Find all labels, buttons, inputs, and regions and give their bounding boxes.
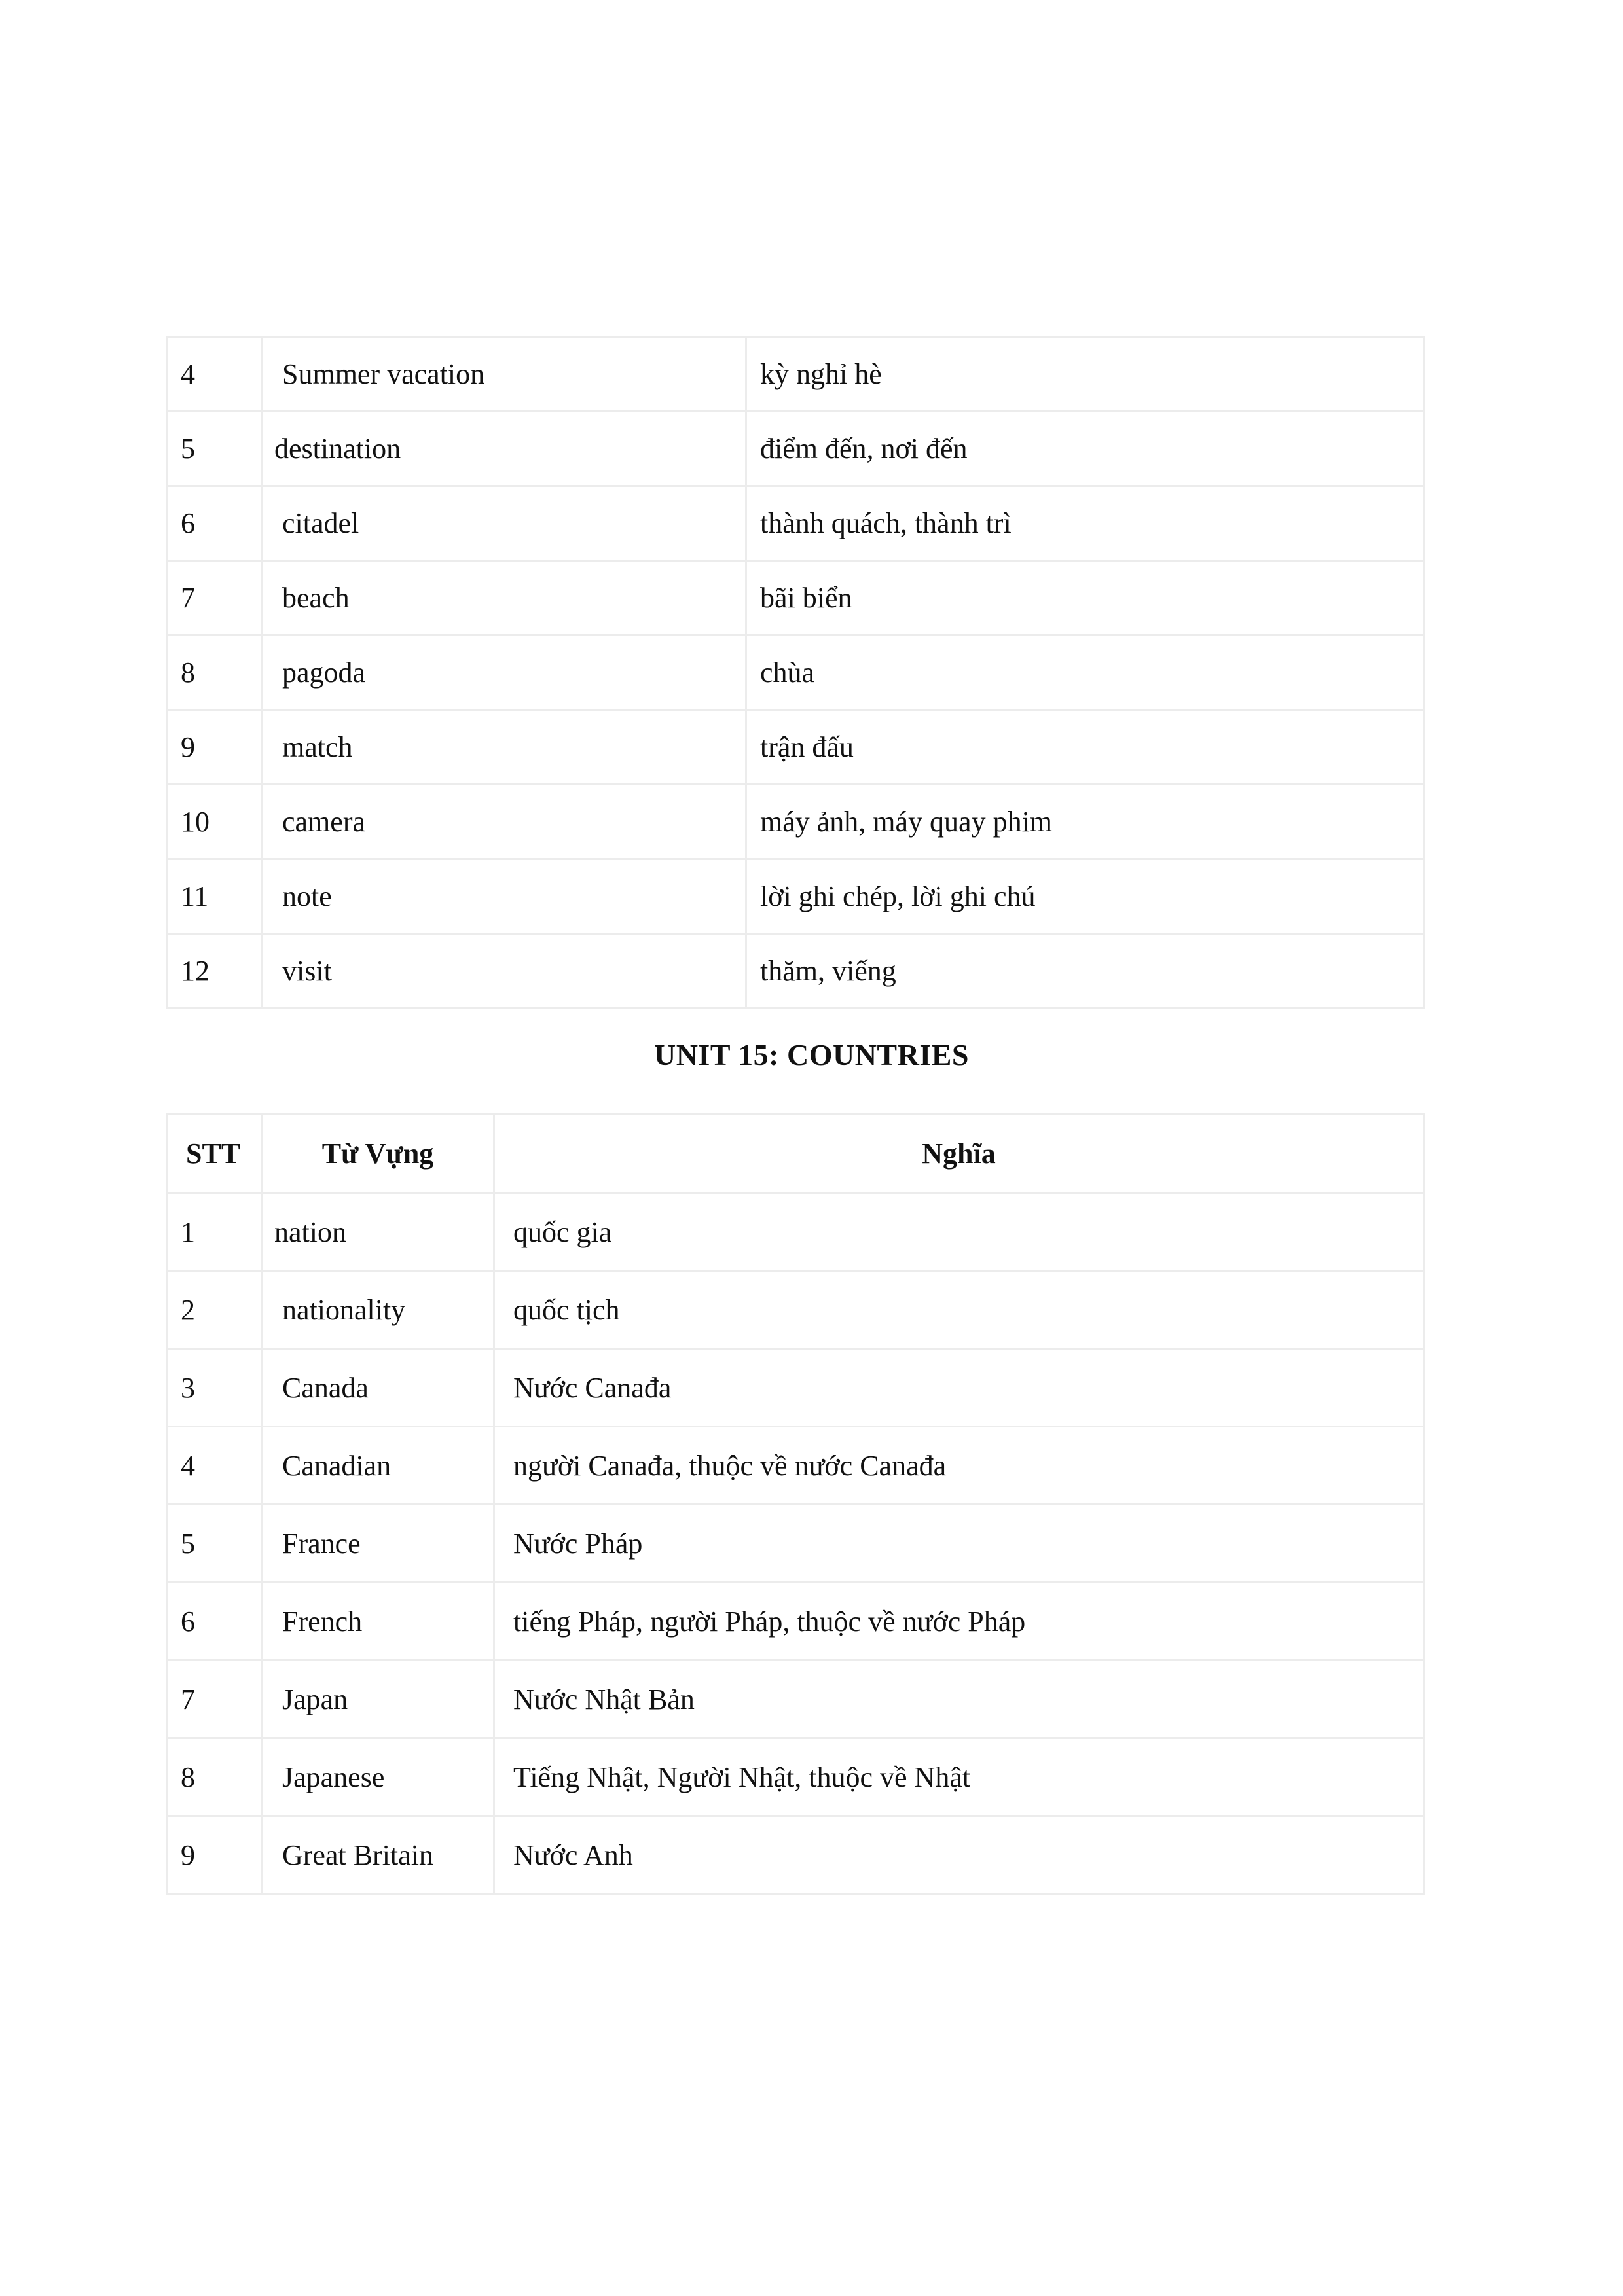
- vocab-word: note: [262, 859, 746, 934]
- vocab-word: Canadian: [262, 1427, 494, 1505]
- row-number: 5: [167, 412, 262, 486]
- vocab-word: visit: [262, 934, 746, 1009]
- row-number: 8: [167, 1738, 262, 1816]
- table-header-row: [167, 1114, 1424, 1193]
- vocab-word: citadel: [262, 486, 746, 561]
- vocab-word: France: [262, 1505, 494, 1583]
- vocab-word: Great Britain: [262, 1816, 494, 1894]
- row-number: 7: [167, 561, 262, 636]
- row-number: 8: [167, 636, 262, 710]
- row-number: 10: [167, 785, 262, 859]
- vocab-meaning: quốc tịch: [494, 1271, 1424, 1349]
- table-row: [167, 785, 1424, 859]
- row-number: 2: [167, 1271, 262, 1349]
- vocab-meaning: quốc gia: [494, 1193, 1424, 1271]
- vocab-meaning: người Canađa, thuộc về nước Canađa: [494, 1427, 1424, 1505]
- vocab-word: Japan: [262, 1660, 494, 1738]
- row-number: 3: [167, 1349, 262, 1427]
- row-number: 4: [167, 337, 262, 412]
- table-row: [167, 1738, 1424, 1816]
- vocabulary-table-countries: [166, 1113, 1425, 1895]
- vocab-meaning: Nước Anh: [494, 1816, 1424, 1894]
- row-number: 4: [167, 1427, 262, 1505]
- table-row: [167, 1816, 1424, 1894]
- vocab-meaning: Nước Pháp: [494, 1505, 1424, 1583]
- table-row: [167, 1427, 1424, 1505]
- row-number: 9: [167, 710, 262, 785]
- vocab-meaning: điểm đến, nơi đến: [746, 412, 1424, 486]
- vocab-meaning: bãi biển: [746, 561, 1424, 636]
- vocab-meaning: Nước Canađa: [494, 1349, 1424, 1427]
- row-number: 1: [167, 1193, 262, 1271]
- vocab-meaning: kỳ nghỉ hè: [746, 337, 1424, 412]
- table-row: [167, 1660, 1424, 1738]
- table-row: [167, 1349, 1424, 1427]
- row-number: 6: [167, 1583, 262, 1660]
- row-number: 11: [167, 859, 262, 934]
- table-row: [167, 486, 1424, 561]
- vocab-word: destination: [262, 412, 746, 486]
- table-row: [167, 1505, 1424, 1583]
- column-header-word: Từ Vựng: [262, 1114, 494, 1193]
- vocab-word: Summer vacation: [262, 337, 746, 412]
- vocab-word: beach: [262, 561, 746, 636]
- vocab-word: nationality: [262, 1271, 494, 1349]
- row-number: 6: [167, 486, 262, 561]
- row-number: 7: [167, 1660, 262, 1738]
- table-row: [167, 1271, 1424, 1349]
- vocab-word: camera: [262, 785, 746, 859]
- table-row: [167, 337, 1424, 412]
- column-header-meaning: Nghĩa: [494, 1114, 1424, 1193]
- vocab-meaning: Tiếng Nhật, Người Nhật, thuộc về Nhật: [494, 1738, 1424, 1816]
- vocab-meaning: thăm, viếng: [746, 934, 1424, 1009]
- vocab-meaning: trận đấu: [746, 710, 1424, 785]
- vocab-meaning: chùa: [746, 636, 1424, 710]
- row-number: 12: [167, 934, 262, 1009]
- vocab-meaning: thành quách, thành trì: [746, 486, 1424, 561]
- vocab-word: Canada: [262, 1349, 494, 1427]
- table-row: [167, 636, 1424, 710]
- vocab-word: nation: [262, 1193, 494, 1271]
- vocab-word: pagoda: [262, 636, 746, 710]
- row-number: 9: [167, 1816, 262, 1894]
- unit-heading: UNIT 15: COUNTRIES: [653, 1038, 970, 1071]
- table-row: [167, 1583, 1424, 1660]
- vocab-word: match: [262, 710, 746, 785]
- table-row: [167, 561, 1424, 636]
- table-row: [167, 710, 1424, 785]
- vocab-meaning: máy ảnh, máy quay phim: [746, 785, 1424, 859]
- table-row: [167, 1193, 1424, 1271]
- table-row: [167, 412, 1424, 486]
- vocabulary-table-continued: [166, 336, 1425, 1009]
- table-row: [167, 934, 1424, 1009]
- vocab-meaning: lời ghi chép, lời ghi chú: [746, 859, 1424, 934]
- vocab-word: Japanese: [262, 1738, 494, 1816]
- row-number: 5: [167, 1505, 262, 1583]
- vocab-word: French: [262, 1583, 494, 1660]
- table-row: [167, 859, 1424, 934]
- column-header-stt: STT: [167, 1114, 262, 1193]
- vocab-meaning: Nước Nhật Bản: [494, 1660, 1424, 1738]
- vocab-meaning: tiếng Pháp, người Pháp, thuộc về nước Pháp: [494, 1583, 1424, 1660]
